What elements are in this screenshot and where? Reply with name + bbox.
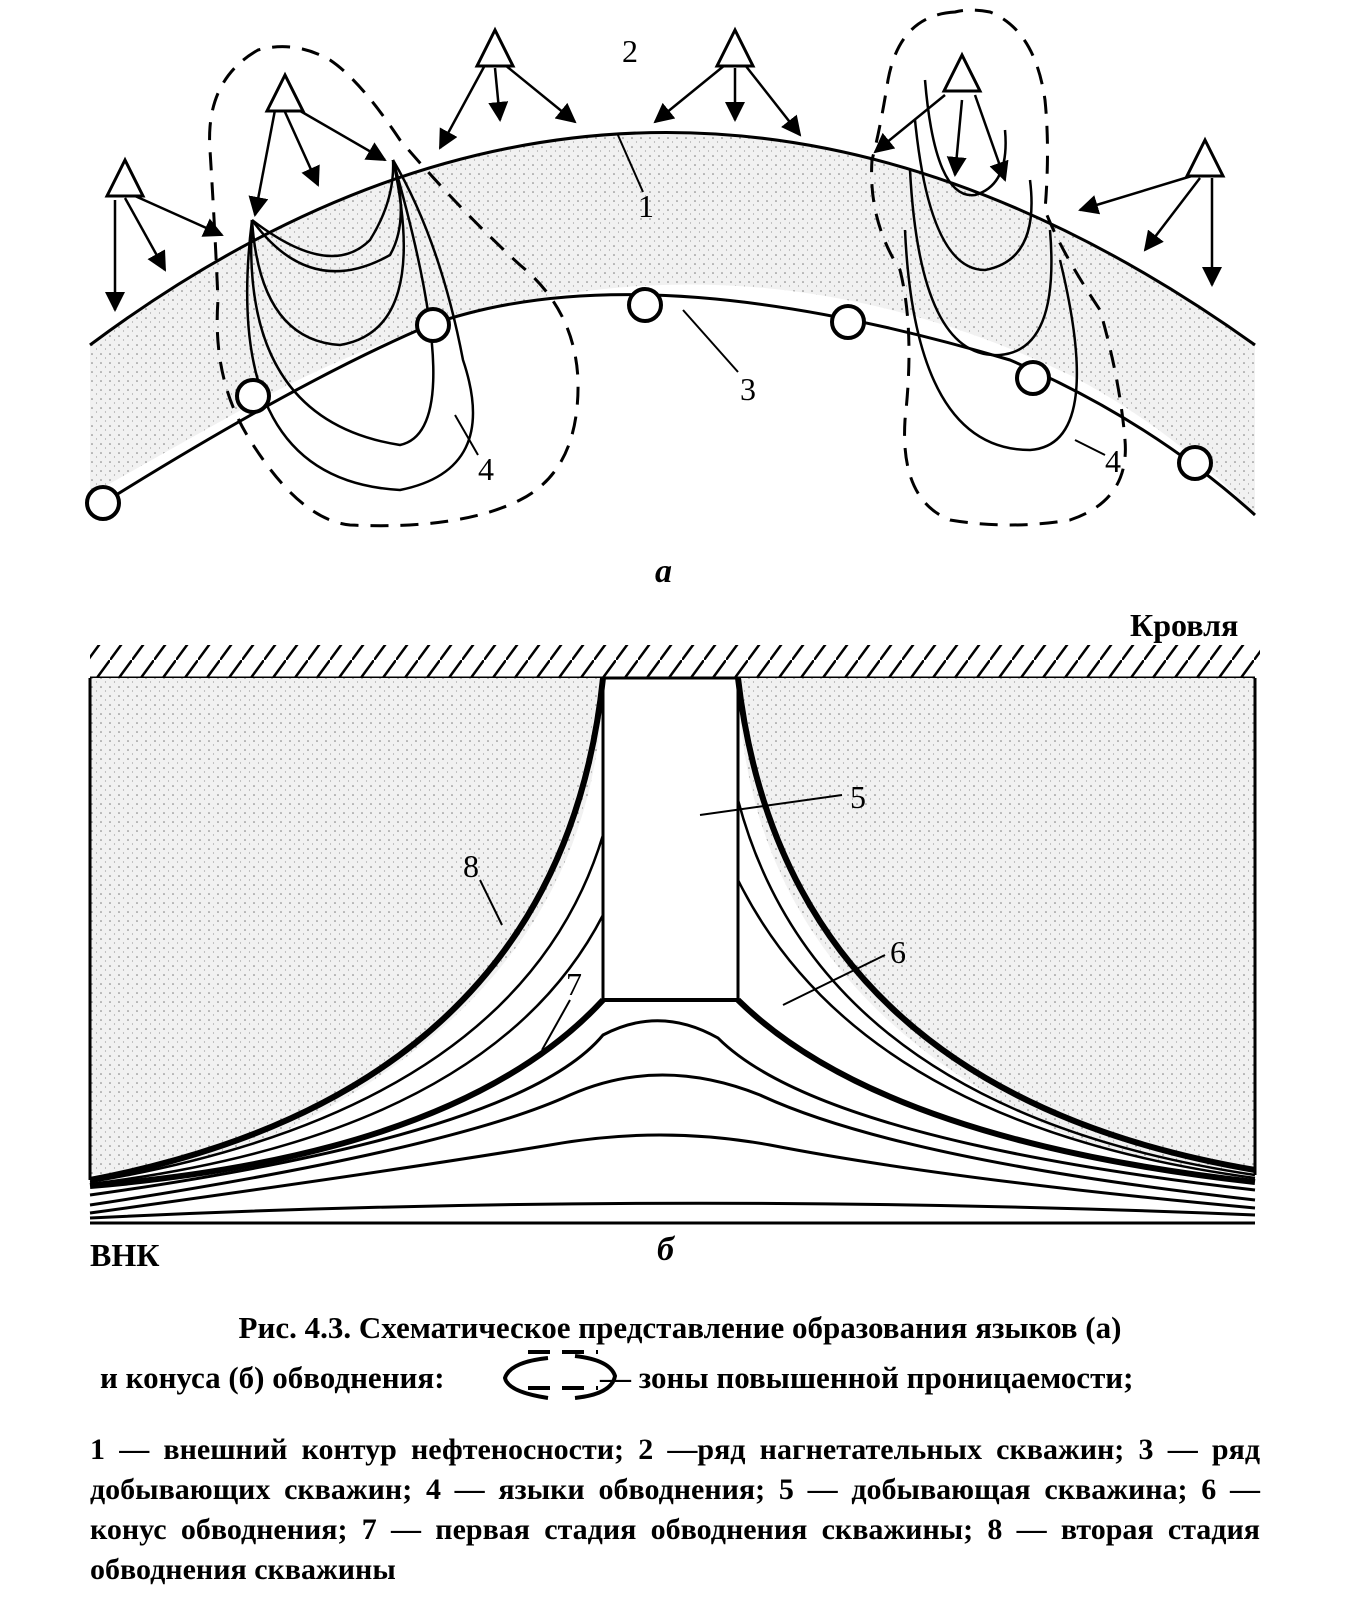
caption-line2-before: и конуса (б) обводнения:	[100, 1360, 445, 1395]
label-6: 6	[890, 934, 906, 970]
injection-well-6	[1187, 140, 1223, 176]
label-5: 5	[850, 779, 866, 815]
injection-well-3	[477, 30, 513, 66]
production-well-6	[1017, 362, 1049, 394]
production-well-1	[87, 487, 119, 519]
oil-bearing-area	[90, 133, 1255, 516]
label-4-left: 4	[478, 451, 494, 487]
production-well-3	[417, 309, 449, 341]
label-3: 3	[740, 371, 756, 407]
label-4-right: 4	[1105, 443, 1121, 479]
production-well-7	[1179, 447, 1211, 479]
sublabel-a: а	[655, 553, 672, 590]
figure-caption-line2	[100, 1358, 1300, 1401]
injection-well-4	[717, 30, 753, 66]
label-1: 1	[638, 188, 654, 224]
figure-legend: 1 — внешний контур нефтеносности; 2 —ряд нагнетательных скважин; 3 — ряд добывающих скважин; 4 — языки обводнения; 5 — добывающая скважина; 6 — конус обводнения; 7 — первая стадия обводнения скважины; 8 — вторая стадия обводнения скважины	[90, 1433, 1260, 1586]
production-well-4	[629, 289, 661, 321]
diagram-a	[87, 10, 1255, 590]
roof-hatching	[90, 645, 1260, 677]
figure-caption-line1: Рис. 4.3. Схематическое представление образования языков (а)	[238, 1310, 1122, 1345]
label-7: 7	[566, 966, 582, 1002]
diagram-b	[90, 607, 1260, 1273]
label-8: 8	[463, 848, 479, 884]
caption-line2-after: — зоны повышенной проницаемости;	[600, 1360, 1134, 1395]
injection-well-1	[107, 160, 143, 196]
roof-label: Кровля	[1130, 607, 1239, 643]
production-well-2	[237, 380, 269, 412]
sublabel-b: б	[657, 1231, 674, 1268]
owc-label: ВНК	[90, 1237, 160, 1273]
injection-well-5	[944, 55, 980, 91]
production-well-b	[603, 678, 738, 1000]
oil-zone-left	[90, 678, 603, 1175]
injection-well-2	[267, 75, 303, 111]
label-2: 2	[622, 33, 638, 69]
production-well-5	[832, 306, 864, 338]
